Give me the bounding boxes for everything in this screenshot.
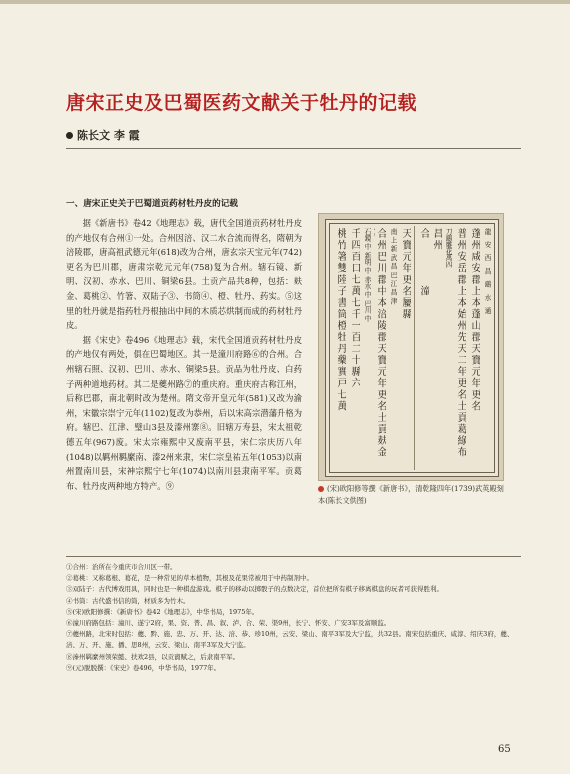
book-text-column: 普州安岳郡上本始州先天二年更名土貢葛綠布 [455, 228, 466, 458]
top-border-rule [0, 0, 570, 4]
book-text-column: 昌州 [431, 228, 442, 251]
book-fold-line [414, 226, 415, 470]
section-heading: 一、唐宋正史关于巴蜀道贡药材牡丹皮的记载 [66, 199, 238, 209]
book-text-column: 蓬州咸安郡上本蓬山郡天寶元年更名 [469, 228, 480, 412]
book-text-column: 石鏡 中 新明 中 赤水 中 巴川 中 [363, 228, 371, 322]
page-number: 65 [498, 744, 511, 755]
author-bullet-icon [66, 132, 73, 139]
footnote: ①合州：治所在今重庆市合川区一带。 [66, 563, 177, 571]
footnote: ⑨(元)脱脱撰：《宋史》卷496，中华书局，1977年。 [66, 663, 221, 672]
book-text-column: 合州巴川郡中本涪陵郡天寶元年更名土貢麸金 [375, 228, 386, 458]
author-byline [66, 127, 140, 143]
book-page-figure [318, 213, 504, 481]
body-paragraph-2: 据《宋史》卷496《地理志》载，宋代全国道贡药材牡丹皮的产地仅有两处，俱在巴蜀地区。其一是潼川府路⑥的合州。合州辖石照、汉初、巴川、赤水、铜梁5县。贡品为牡丹皮、白药子两种道地药材。其二是夔州路⑦的重庆府。重庆府古称江州，后称巴郡，南北朝时改为楚州。隋文帝开皇元年(581)又改为渝州，宋徽宗崇宁元年(1102)复改为恭州，后以宋高宗潜藩升格为府。辖巴、江津、璧山3县及溱州寨⑧。旧辖万寿县，宋太祖乾德五年(967)废。宋太宗雍熙中又废南平县，宋仁宗庆历八年(1048)以羁州羁縻南、溱2州来隶，宋仁宗皇祐五年(1053)以南州置南川县，宋神宗熙宁七年(1074)以南川县隶南平军。贡葛布、牡丹皮两种地方特产。⑨ [66, 334, 302, 491]
figure-caption [318, 483, 504, 507]
book-text-column: 千四百口七萬七千一百二十縣六 [349, 228, 360, 389]
figure-caption-text: (宋)欧阳修等撰《新唐书》，清乾隆四年(1739)武英殿刻本(陈长文供图) [318, 484, 504, 505]
footnote: ③双陆子：古代博戏用具，同时也是一种棋盘游戏。棋子的移动以掷骰子的点数决定，首位把所有棋子移离棋盘的玩者可获得胜利。 [66, 585, 443, 594]
footnote: ⑧溱州羁縻州领荣懿、扶欢2县，以贡賨赋之，后隶南平军。 [66, 652, 240, 661]
footnote: ④书筒：古代盛书信的筒，材质多为竹木。 [66, 596, 190, 605]
article-title: 唐宋正史及巴蜀医药文献关于牡丹的记载 [66, 92, 418, 114]
byline-divider [66, 148, 521, 149]
footnote: ⑤(宋)欧阳修撰：《新唐书》卷42《地理志》，中华书局，1975年。 [66, 607, 259, 616]
book-page-image [325, 219, 499, 477]
caption-bullet-icon [318, 486, 324, 492]
footnotes-divider [66, 556, 521, 557]
book-text-column: 刀鷂雕花萬四 [444, 228, 452, 268]
article-body [66, 216, 302, 493]
book-text-column: 桃竹箸雙陸子書筒橙牡丹藥實戸七萬 [335, 228, 346, 412]
footnote: ②葛桃：又称葛根、葛花，是一种常见的草本植物，其根及花果常被用于中药制剂中。 [66, 574, 313, 583]
footnote: ⑥潼川府路包括：潼川、遂宁2府，果、资、普、昌、叙、泸、合、荣、渠9州，长宁、怀安、广安3军及富顺监。 [66, 619, 391, 628]
book-text-column: 天寶元年更名屬縣 [400, 228, 411, 320]
book-text-column: 南 上 新 武 昌 巴 江 昌 津 [389, 228, 397, 305]
body-paragraph-1: 据《新唐书》卷42《地理志》载，唐代全国道贡药材牡丹皮的产地仅有合州①一处。合州因涪、汉二水合流而得名，隋朝为涪陵郡，唐高祖武德元年(618)改为合州，唐玄宗天宝元年(742)更名为巴川郡，唐肃宗乾元元年(758)复为合州。辖石镜、新明、汉初、赤水、巴川、铜梁6县。土贡产品共8种，包括：麸金、葛桃②、竹箸、双陆子③、书筒④、橙、牡丹、药实。⑤这里的牡丹就是指药牡丹根抽出中间的木质芯烘制而成的药材牡丹皮。 [66, 218, 302, 331]
author-names: 陈长文 李 霞 [77, 129, 140, 142]
book-text-column: 龍 安 西 昌 鷂 水 通 [483, 228, 491, 314]
footnotes [66, 562, 521, 674]
footnote: ⑦夔州路，北宋时包括：夔、黔、施、忠、万、开、达、涪、恭、珍10州，云安、梁山、南平3军及大宁监，共32县。南宋包括重庆、咸淳、绍庆3府，夔、涪、万、开、施、播、思8州，云安、梁山、南平3军及大宁监。 [66, 630, 514, 650]
book-text-column: 合 潼 [418, 228, 429, 297]
